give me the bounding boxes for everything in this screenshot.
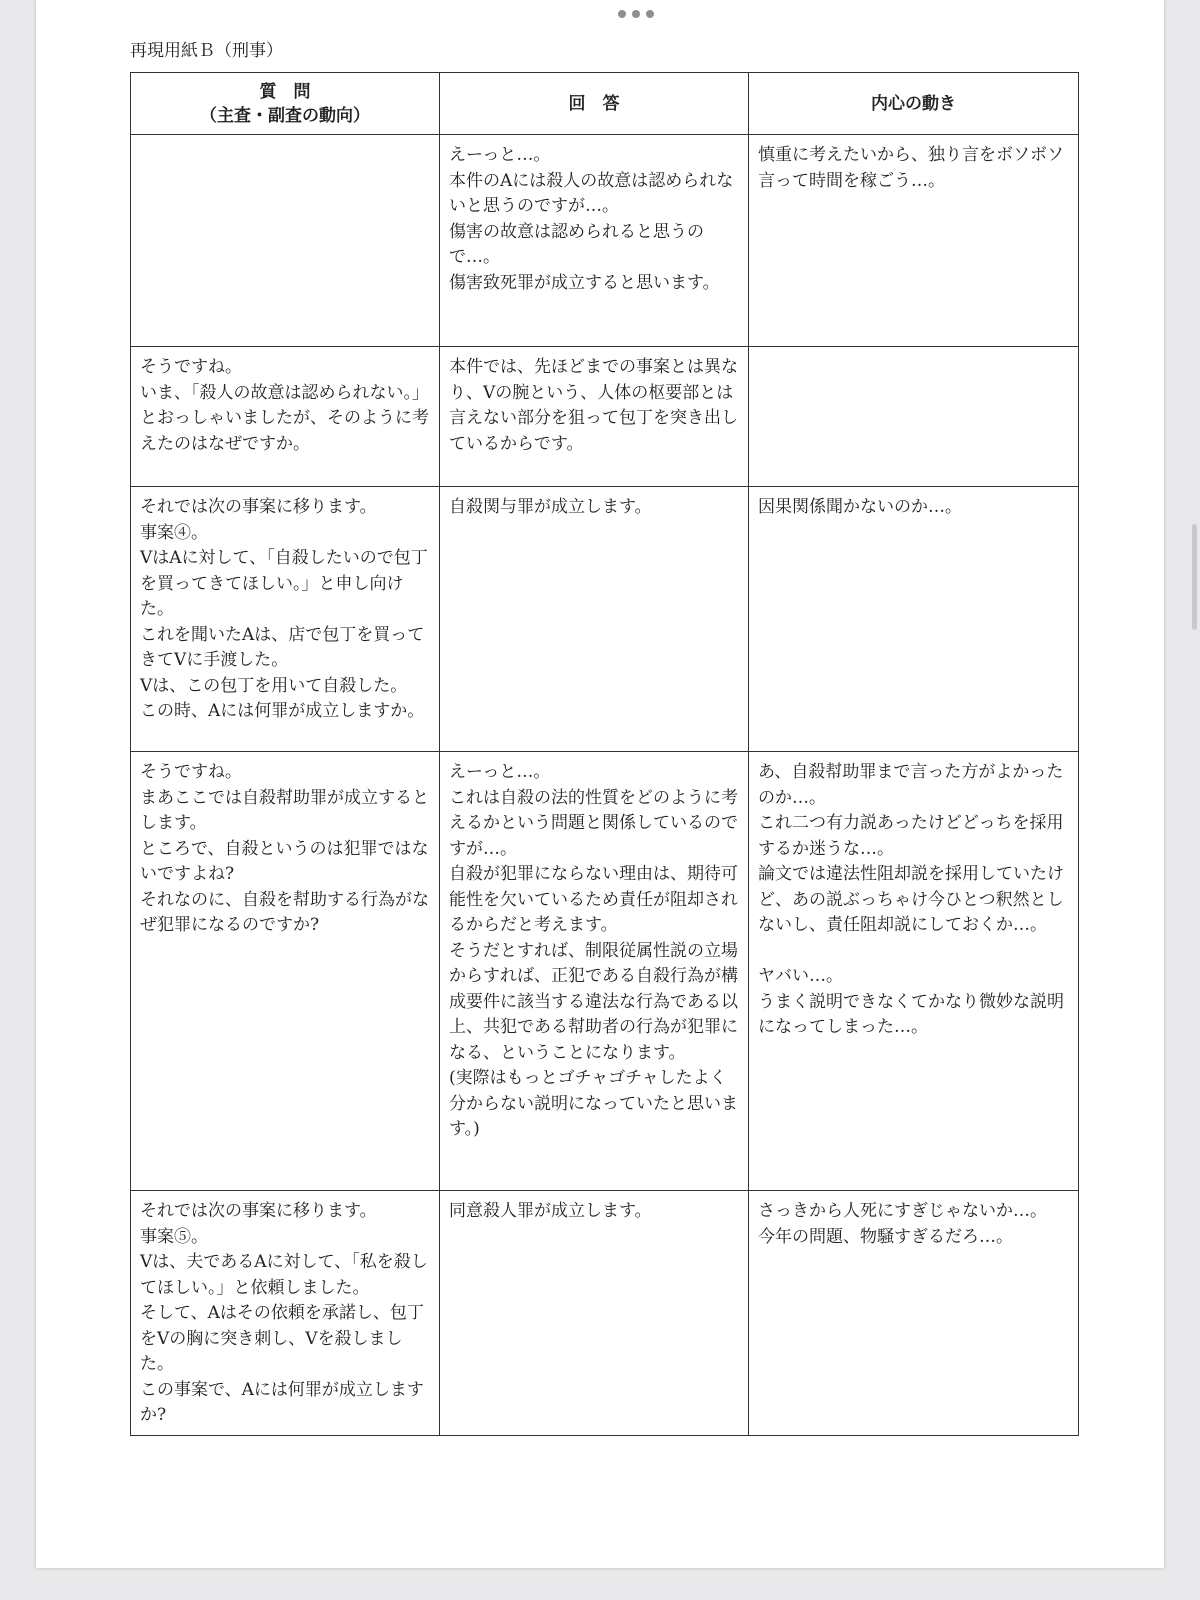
more-options-icon[interactable]	[618, 6, 654, 22]
inner-thought-cell: あ、自殺幇助罪まで言った方がよかったのか…。 これ二つ有力説あったけどどっちを採用するか迷うな…。 論文では違法性阻却説を採用していたけど、あの説ぶっちゃけ今ひとつ釈然としないし、責任阻却説にしておくか…。 ヤバい…。 うまく説明できなくてかなり微妙な説明になってしまった…。	[749, 752, 1079, 1191]
inner-thought-header: 内心の動き	[749, 73, 1079, 135]
table-row	[131, 752, 1079, 1191]
inner-thought-cell: 因果関係聞かないのか…。	[749, 487, 1079, 752]
table-row	[131, 1191, 1079, 1436]
header-row	[131, 73, 1079, 135]
question-cell: それでは次の事案に移ります。 事案④。 VはAに対して、「自殺したいので包丁を買ってきてほしい。」と申し向けた。 これを聞いたAは、店で包丁を買ってきてVに手渡した。 Vは、この包丁を用いて自殺した。 この時、Aには何罪が成立しますか。	[131, 487, 440, 752]
document-page	[36, 0, 1164, 1568]
answer-cell: 同意殺人罪が成立します。	[440, 1191, 749, 1436]
question-cell: そうですね。 まあここでは自殺幇助罪が成立するとします。 ところで、自殺というのは犯罪ではないですよね? それなのに、自殺を幇助する行為がなぜ犯罪になるのですか?	[131, 752, 440, 1191]
table-row	[131, 487, 1079, 752]
table-row	[131, 135, 1079, 347]
inner-thought-cell	[749, 347, 1079, 487]
inner-thought-cell: 慎重に考えたいから、独り言をボソボソ言って時間を稼ごう…。	[749, 135, 1079, 347]
question-cell: そうですね。 いま、「殺人の故意は認められない。」とおっしゃいましたが、そのように考えたのはなぜですか。	[131, 347, 440, 487]
answer-cell: えーっと…。 本件のAには殺人の故意は認められないと思うのですが…。 傷害の故意は認められると思うので…。 傷害致死罪が成立すると思います。	[440, 135, 749, 347]
question-header	[131, 73, 440, 135]
dot	[632, 10, 640, 18]
question-header-title: 質 問	[259, 81, 311, 102]
vertical-scrollbar[interactable]	[1192, 524, 1197, 630]
document-label: 再現用紙Ｂ（刑事）	[130, 41, 283, 61]
question-cell	[131, 135, 440, 347]
inner-thought-cell: さっきから人死にすぎじゃないか…。 今年の問題、物騒すぎるだろ…。	[749, 1191, 1079, 1436]
question-header-subtitle: （主査・副査の動向）	[200, 105, 370, 126]
answer-cell: 自殺関与罪が成立します。	[440, 487, 749, 752]
dot	[618, 10, 626, 18]
qa-table	[130, 72, 1079, 1436]
answer-cell: えーっと…。 これは自殺の法的性質をどのように考えるかという問題と関係しているのですが…。 自殺が犯罪にならない理由は、期待可能性を欠いているため責任が阻却されるからだと考えます。 そうだとすれば、制限従属性説の立場からすれば、正犯である自殺行為が構成要件に該当する違法な行為である以上、共犯である幇助者の行為が犯罪になる、ということになります。 (実際はもっとゴチャゴチャしたよく分からない説明になっていたと思います。)	[440, 752, 749, 1191]
dot	[646, 10, 654, 18]
question-cell: それでは次の事案に移ります。 事案⑤。 Vは、夫であるAに対して、「私を殺してほしい。」と依頼しました。 そして、Aはその依頼を承諾し、包丁をVの胸に突き刺し、Vを殺しました。 この事案で、Aには何罪が成立しますか?	[131, 1191, 440, 1436]
answer-cell: 本件では、先ほどまでの事案とは異なり、Vの腕という、人体の枢要部とは言えない部分を狙って包丁を突き出しているからです。	[440, 347, 749, 487]
table-row	[131, 347, 1079, 487]
answer-header: 回 答	[440, 73, 749, 135]
